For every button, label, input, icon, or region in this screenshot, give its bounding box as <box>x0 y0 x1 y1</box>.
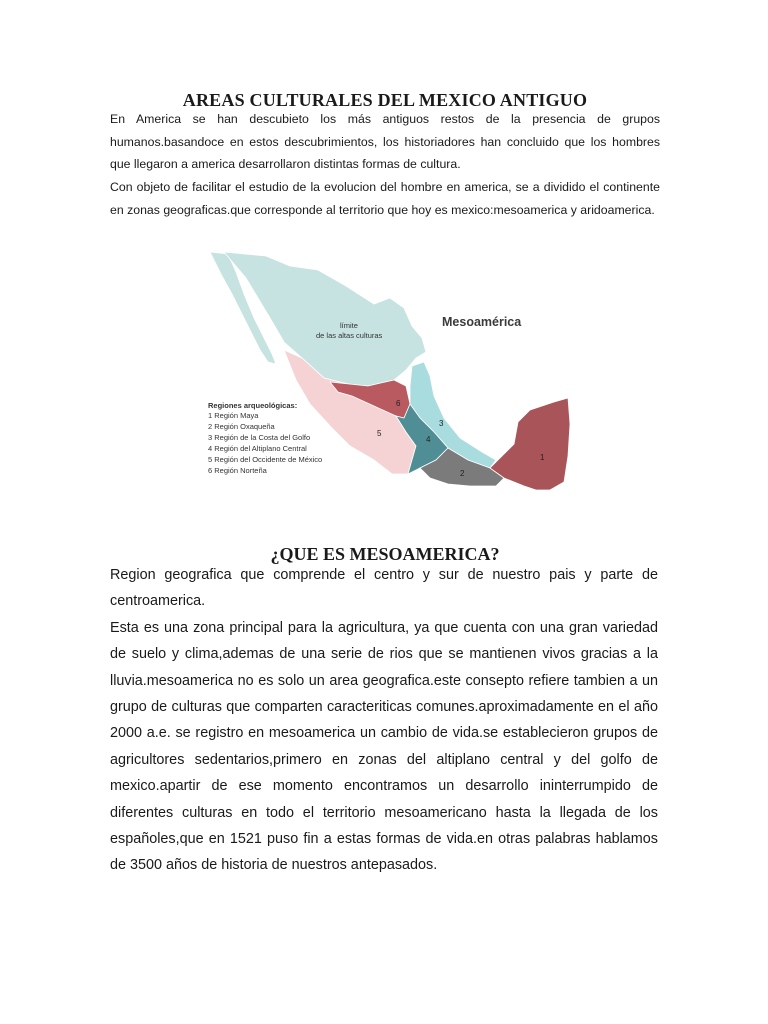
legend-item-nortena: 6 Región Norteña <box>208 466 267 475</box>
intro-text <box>110 108 660 222</box>
intro-paragraph: Con objeto de facilitar el estudio de la evolucion del hombre en america, se a dividido el continente en zonas geograficas.que corresponde al territorio que hoy es mexico:mesoamerica y aridoamerica. <box>110 180 660 217</box>
limit-label-line2: de las altas culturas <box>316 331 383 340</box>
section-title: ¿QUE ES MESOAMERICA? <box>270 544 500 564</box>
body-paragraph: Esta es una zona principal para la agricultura, ya que cuenta con una gran variedad de suelo y clima,ademas de una serie de rios que se mantienen vivos gracias a la lluvia.mesoamerica no es solo un area geografica.este consepto refiere tambien a un grupo de culturas que comparten caracteriticas comunes.aproximadamente en el año 2000 a.e. se registro en mesoamerica un cambio de vida.se establecieron grupos de agricultores sedentarios,primero en zonas del altiplano central y del golfo de mexico.apartir de ese momento encontramos un desarrollo ininterrumpido de diferentes culturas en todo el territorio mesoamericano hasta la llegada de los españoles,que en 1521 puso fin a estas formas de vida.en otras palabras hablamos de 3500 años de historia de nuestros antepasados. <box>110 619 658 874</box>
section-body <box>110 562 658 879</box>
region-number-6: 6 <box>396 399 401 408</box>
region-number-3: 3 <box>439 419 444 428</box>
region-number-2: 2 <box>460 469 465 478</box>
region-number-4: 4 <box>426 435 431 444</box>
limit-label-line1: límite <box>340 321 358 330</box>
region-number-5: 5 <box>377 429 382 438</box>
mesoamerica-map <box>198 246 578 496</box>
legend-item-maya: 1 Región Maya <box>208 411 259 420</box>
document-title: AREAS CULTURALES DEL MEXICO ANTIGUO <box>182 90 588 110</box>
region-maya-shape <box>490 398 570 490</box>
legend-item-altiplano: 4 Región del Altiplano Central <box>208 444 307 453</box>
body-paragraph: Region geografica que comprende el centro y sur de nuestro pais y parte de centroamerica. <box>110 567 658 610</box>
legend-title: Regiones arqueológicas: <box>208 401 298 410</box>
legend-item-occidente: 5 Región del Occidente de México <box>208 455 323 464</box>
legend-item-golfo: 3 Región de la Costa del Golfo <box>208 433 311 442</box>
legend-item-oaxaca: 2 Región Oxaqueña <box>208 422 275 431</box>
intro-paragraph: En America se han descubieto los más antiguos restos de la presencia de grupos humanos.basandoce en estos descubrimientos, los historiadores han concluido que los hombres que llegaron a america desarrollaron distintas formas de cultura. <box>110 112 660 172</box>
map-heading: Mesoamérica <box>442 315 522 329</box>
region-number-1: 1 <box>540 453 545 462</box>
